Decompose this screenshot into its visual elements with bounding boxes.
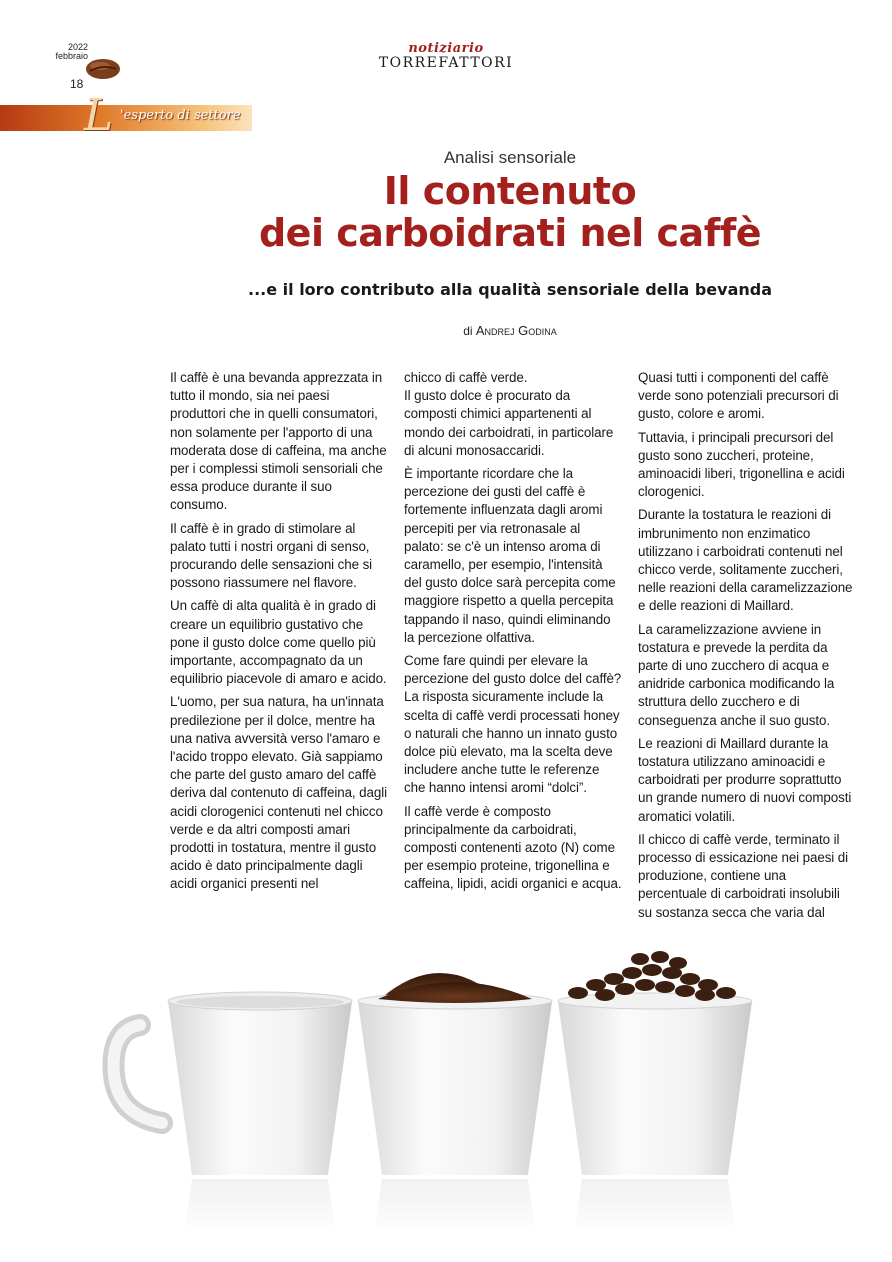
paragraph: La caramelizzazione avviene in tostatura e prevede la perdita da parte di uno zucchero di acqua e anidride carbonica modificando la struttura dello zucchero e di conseguenza anche il suo gusto. — [638, 621, 835, 728]
byline-prefix: di — [463, 324, 476, 338]
section-initial: L — [84, 90, 114, 141]
paragraph: Quasi tutti i componenti del caffè verde sono potenziali precursori di gusto, colore e aromi. — [638, 370, 839, 422]
coffee-beans-cup — [558, 951, 752, 1235]
paragraph: Durante la tostatura le reazioni di imbrunimento non enzimatico utilizzano i carboidrati contenuti nel chicco verde, solitamente zuccheri, nelle reazioni della caramelizzazione e delle reazioni di Maillard. — [638, 507, 853, 614]
title-line-1: Il contenuto — [383, 169, 637, 213]
masthead-top: notiziario — [408, 41, 484, 56]
text-column-1 — [170, 369, 388, 899]
issue-month: febbraio — [55, 51, 88, 61]
coffee-cups-photo — [100, 935, 892, 1262]
article-title — [180, 170, 840, 254]
text-column-2 — [404, 369, 622, 899]
ground-coffee-cup — [358, 973, 552, 1235]
empty-cup — [114, 992, 352, 1235]
paragraph: Il chicco di caffè verde, terminato il processo di essicazione nei paesi di produzione, contiene una percentuale di carboidrati insolubili su sostanza secca che varia dal — [638, 831, 849, 920]
masthead — [0, 42, 892, 71]
paragraph: Le reazioni di Maillard durante la tostatura utilizzano aminoacidi e carboidrati per produrre soprattutto un grande numero di nuovi composti aromatici volatili. — [638, 735, 852, 824]
masthead-bottom: TORREFATTORI — [378, 55, 514, 71]
title-line-2: dei carboidrati nel caffè — [258, 211, 762, 255]
page-number: 18 — [70, 77, 84, 91]
paragraph: Il caffè verde è composto principalmente da carboidrati, composti contenenti azoto (N) come per esempio proteine, trigonellina e caffeina, lipidi, acidi organici e acqua. — [404, 803, 622, 892]
paragraph: Tuttavia, i principali precursori del gusto sono zuccheri, proteine, aminoacidi liberi, trigonellina e acidi clorogenici. — [638, 429, 845, 500]
paragraph: chicco di caffè verde. Il gusto dolce è procurato da composti chimici appartenenti al mondo dei carboidrati, in particolare di alcuni monosaccaridi. — [404, 370, 614, 458]
paragraph: L'uomo, per sua natura, ha un'innata predilezione per il dolce, mentre ha una nativa avversità verso l'amaro e l'acido troppo elevato. Già sappiamo che parte del gusto amaro del caffè deriva dal contenuto di caffeina, dagli acidi clorogenici contenuti nel chicco verde e da altri composti amari prodotti in tostatura, mentre il gusto acido è dato principalmente dagli acidi organici presenti nel — [170, 694, 387, 892]
byline — [0, 323, 892, 338]
issue-year: 2022 — [67, 42, 88, 52]
section-label: 'esperto di settore — [120, 108, 241, 123]
author-name: Andrej Godina — [475, 323, 557, 338]
paragraph: Il caffè è in grado di stimolare al palato tutti i nostri organi di senso, procurando delle sensazioni che si possono riassumere nel flavore. — [170, 520, 373, 591]
text-column-3 — [638, 369, 856, 927]
article-kicker: Analisi sensoriale — [443, 148, 577, 167]
paragraph: Un caffè di alta qualità è in grado di creare un equilibrio gustativo che pone il gusto dolce come quello più importante, accompagnato da un equilibrio piacevole di amaro e acido. — [170, 598, 387, 687]
article-subtitle: ...e il loro contributo alla qualità sensoriale della bevanda — [248, 280, 772, 299]
paragraph: È importante ricordare che la percezione dei gusti del caffè è fortemente influenzata dagli aromi percepiti per via retronasale al palato: se c'è un intenso aroma di caramello, per esempio, l'intensità del gusto dolce sarà percepita come maggiore rispetto a quella percepita tappando il naso, quindi eliminando la percezione olfattiva. — [404, 466, 616, 645]
paragraph: Il caffè è una bevanda apprezzata in tutto il mondo, sia nei paesi produttori che in quelli consumatori, non solamente per l'apporto di una moderata dose di caffeina, ma anche per i complessi stimoli sensoriali che essa produce durante il suo consumo. — [170, 370, 387, 513]
paragraph: Come fare quindi per elevare la percezione del gusto dolce del caffè? La risposta sicuramente include la scelta di caffè verdi processati honey o naturali che hanno un innato gusto dolce più elevato, ma la scelta deve includere anche tutte le referenze che hanno intensi aromi “dolci”. — [404, 653, 622, 796]
